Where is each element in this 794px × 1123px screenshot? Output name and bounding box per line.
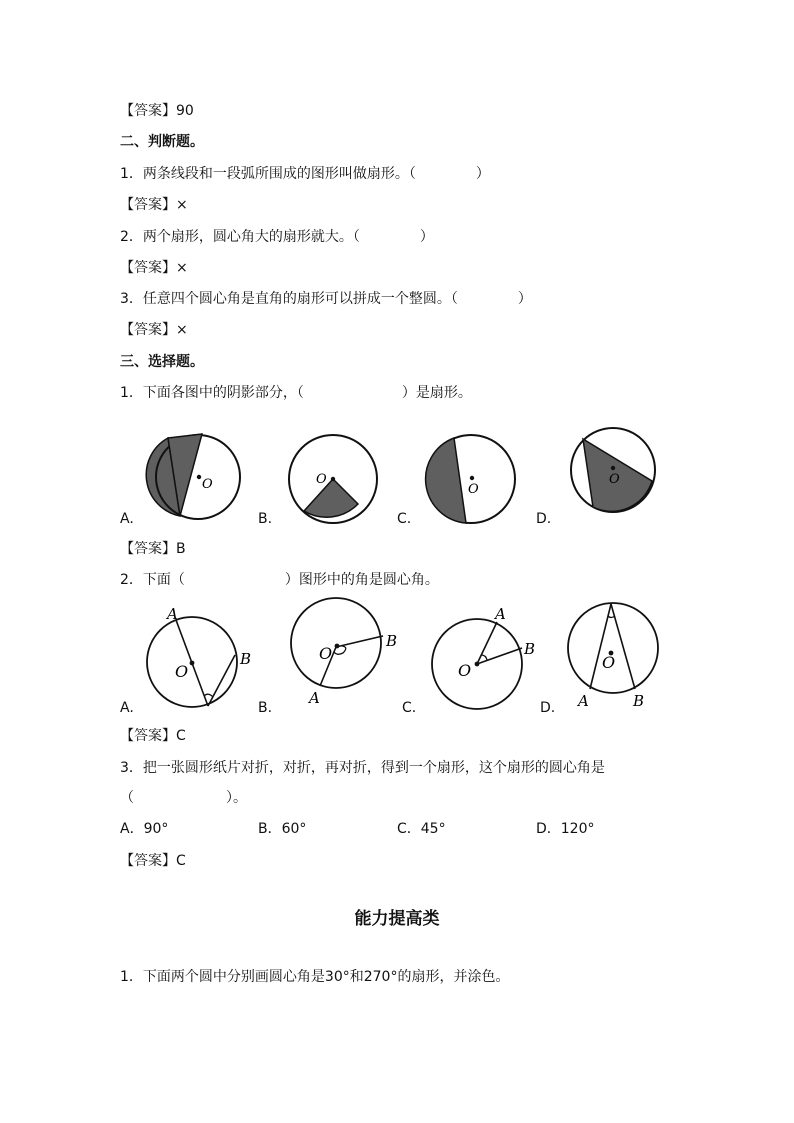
judgement-answer-3: 【答案】× — [120, 322, 188, 338]
q2-option-b[interactable]: B. — [258, 700, 273, 716]
point-label-b: B — [524, 640, 536, 658]
sector-figure-d — [563, 425, 663, 525]
judgement-question-3 — [120, 289, 532, 309]
choice-question-2 — [120, 570, 439, 590]
question-text: 2．下面（ — [120, 572, 185, 588]
point-label-a: A — [578, 692, 589, 710]
point-label-a: A — [495, 605, 506, 623]
center-label-b: O — [319, 644, 333, 663]
angle-arc-c — [481, 655, 487, 660]
q2-option-c[interactable]: C. — [402, 700, 417, 716]
q1-option-a[interactable]: A. — [120, 511, 134, 527]
center-dot-d — [611, 466, 615, 470]
point-label-a: A — [309, 689, 320, 707]
center-label-a: O — [175, 662, 189, 681]
blank-close: ）是扇形。 — [401, 385, 472, 401]
q1-option-b[interactable]: B. — [258, 511, 273, 527]
section-title-advanced: 能力提高类 — [354, 909, 440, 929]
q1-option-d[interactable]: D. — [536, 511, 552, 527]
choice-answer-3: 【答案】C — [120, 853, 186, 869]
blank-close: ）图形中的角是圆心角。 — [284, 572, 439, 588]
choice-question-3: 3．把一张圆形纸片对折，对折，再对折，得到一个扇形，这个扇形的圆心角是 — [120, 760, 605, 776]
shaded-sector-b — [304, 479, 358, 517]
center-dot-a — [197, 475, 201, 479]
chord-b — [208, 655, 235, 706]
center-dot-a — [190, 661, 195, 666]
q2-option-d[interactable]: D. — [540, 700, 556, 716]
q3-option-b[interactable]: B．60° — [258, 821, 307, 837]
judgement-answer-2: 【答案】× — [120, 260, 188, 276]
angle-figure-b — [285, 597, 405, 712]
blank-close: ） — [517, 291, 532, 307]
center-label-a: O — [202, 477, 213, 492]
center-label-d: O — [609, 472, 620, 487]
angle-arc-a — [204, 694, 213, 697]
center-dot-b — [331, 477, 335, 481]
question-text: 2．两个扇形，圆心角大的扇形就大。（ — [120, 229, 360, 245]
shaded-segment-c — [426, 438, 466, 523]
angle-figure-c — [425, 602, 545, 712]
angle-figure-a — [140, 602, 270, 712]
point-label-b: B — [633, 692, 645, 710]
judgement-question-2 — [120, 227, 434, 247]
center-dot-c — [475, 662, 480, 667]
circle-b — [291, 598, 381, 688]
question-text: 1．两条线段和一段弧所围成的图形叫做扇形。（ — [120, 166, 416, 182]
center-label-c: O — [468, 482, 479, 497]
angle-arc-d — [608, 616, 615, 618]
point-label-b: B — [386, 632, 398, 650]
blank-close: ） — [475, 166, 490, 182]
choice-question-3-blank — [120, 788, 247, 808]
section-heading-choice: 三、选择题。 — [120, 354, 204, 370]
sector-figure-a — [150, 430, 250, 530]
sector-figure-b — [286, 433, 386, 533]
section-heading-judgement: 二、判断题。 — [120, 134, 204, 150]
center-dot-b — [335, 644, 340, 649]
q3-option-c[interactable]: C．45° — [397, 821, 446, 837]
advanced-question-1: 1．下面两个圆中分别画圆心角是30°和270°的扇形，并涂色。 — [120, 969, 510, 985]
q1-option-c[interactable]: C. — [397, 511, 412, 527]
choice-answer-2: 【答案】C — [120, 728, 186, 744]
choice-answer-1: 【答案】B — [120, 541, 186, 557]
center-label-c: O — [458, 661, 472, 680]
question-text: 3．任意四个圆心角是直角的扇形可以拼成一个整圆。（ — [120, 291, 458, 307]
previous-answer: 【答案】90 — [120, 103, 194, 119]
blank-open: （ — [120, 790, 134, 806]
sector-figure-c — [424, 433, 524, 533]
center-label-b: O — [316, 472, 327, 487]
judgement-question-1 — [120, 164, 490, 184]
blank-close: ） — [419, 229, 434, 245]
question-text: 1．下面各图中的阴影部分，（ — [120, 385, 304, 401]
point-label-a: A — [167, 605, 178, 623]
choice-question-1 — [120, 383, 472, 403]
q3-option-d[interactable]: D．120° — [536, 821, 595, 837]
center-dot-c — [470, 476, 474, 480]
chord-b — [336, 636, 383, 647]
angle-figure-d — [563, 600, 673, 712]
judgement-answer-1: 【答案】× — [120, 197, 188, 213]
q2-option-a[interactable]: A. — [120, 700, 134, 716]
blank-close: ）。 — [226, 790, 247, 806]
q3-option-a[interactable]: A．90° — [120, 821, 169, 837]
point-label-b: B — [240, 650, 252, 668]
center-label-d: O — [602, 653, 616, 672]
